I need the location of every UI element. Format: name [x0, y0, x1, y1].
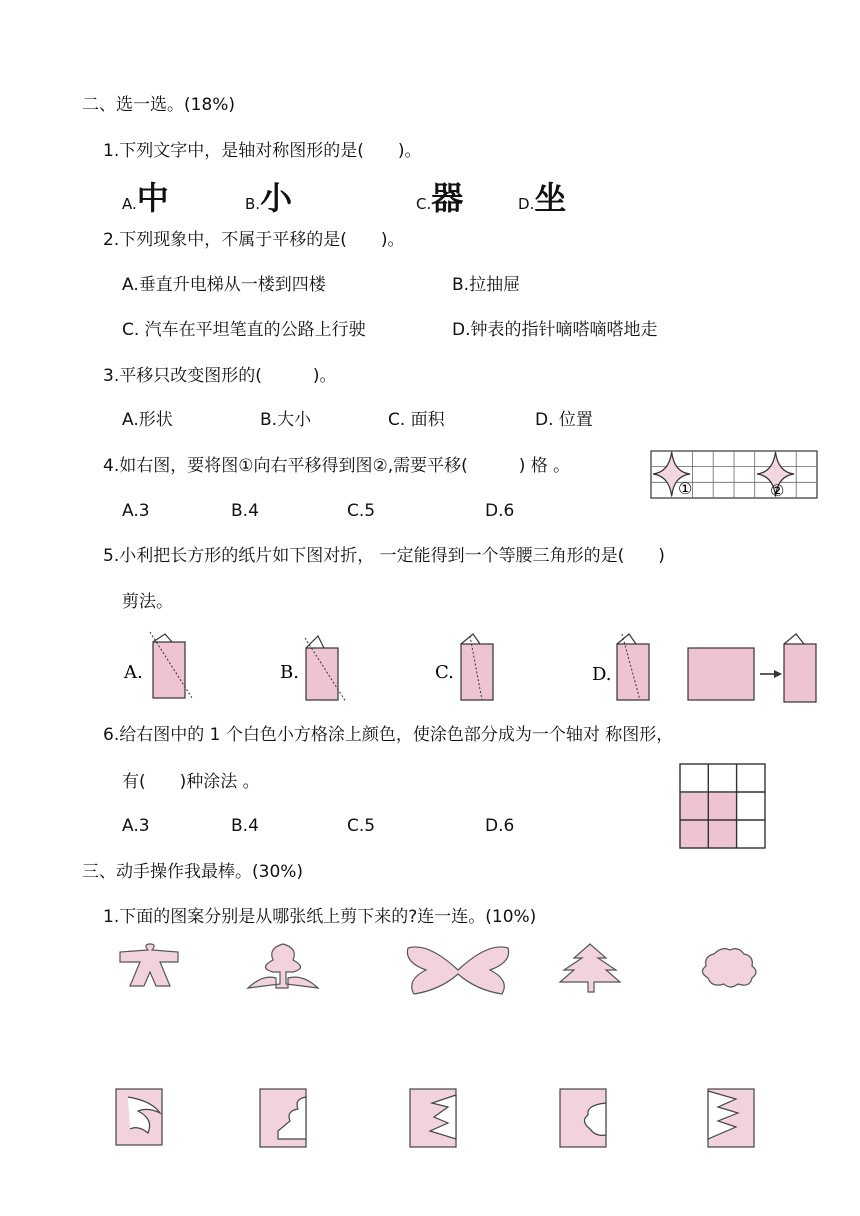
fold-option-c — [435, 634, 493, 700]
q2-option-b: B.拉抽屉 — [452, 275, 521, 295]
option-char: 坐 — [534, 179, 567, 217]
paper-5 — [708, 1089, 754, 1147]
option-prefix: C. — [416, 195, 432, 213]
q4-option-a: A.3 — [122, 501, 150, 521]
q1-stem: 1.下列文字中，是轴对称图形的是( )。 — [103, 141, 422, 161]
q2-option-d: D.钟表的指针嘀嗒嘀嗒地走 — [452, 320, 658, 340]
q1-option-d — [518, 180, 566, 216]
option-char: 器 — [431, 179, 464, 217]
pattern-figure — [120, 944, 178, 986]
q6-stem: 6.给右图中的 1 个白色小方格涂上颜色，使涂色部分成为一个轴对 称图形， — [103, 725, 674, 745]
fold-option-d — [592, 634, 649, 700]
q5-fold-figures — [120, 628, 820, 706]
s3-q1-stem: 1.下面的图案分别是从哪张纸上剪下来的?连一连。(10%) — [103, 907, 537, 927]
q3-option-b: B.大小 — [260, 410, 312, 430]
pattern-tree — [248, 944, 318, 988]
q4-stem: 4.如右图，要将图①向右平移得到图②,需要平移( ) 格 。 — [103, 456, 571, 476]
paper-1 — [116, 1089, 162, 1145]
q6-option-d: D.6 — [485, 816, 515, 836]
cut-patterns-row — [108, 940, 788, 1000]
q2-option-a: A.垂直升电梯从一楼到四楼 — [122, 275, 326, 295]
pattern-cloud — [702, 949, 756, 987]
option-prefix: D. — [518, 195, 535, 213]
q2-option-c: C. 汽车在平坦笔直的公路上行驶 — [122, 320, 366, 340]
pattern-butterfly — [407, 947, 508, 994]
folded-paper — [153, 642, 185, 698]
q3-option-d: D. 位置 — [535, 410, 593, 430]
q6-option-a: A.3 — [122, 816, 150, 836]
q1-option-a — [122, 180, 169, 216]
fold-label-c: C. — [435, 662, 454, 683]
fold-option-b — [280, 636, 346, 702]
q6-option-c: C.5 — [347, 816, 376, 836]
fold-demo — [688, 634, 816, 702]
q5-stem: 5.小利把长方形的纸片如下图对折， 一定能得到一个等腰三角形的是( ) — [103, 546, 665, 566]
fold-label-a: A. — [124, 662, 143, 683]
q2-stem: 2.下列现象中，不属于平移的是( )。 — [103, 230, 405, 250]
section-2-heading: 二、选一选。(18%) — [82, 95, 236, 115]
q4-option-b: B.4 — [231, 501, 259, 521]
folded-paper — [784, 644, 816, 702]
figure-label-1: ① — [678, 479, 693, 498]
option-prefix: B. — [245, 195, 261, 213]
q6-stem-continued: 有( )种涂法 。 — [122, 772, 260, 792]
paper-2 — [260, 1089, 306, 1147]
pattern-pine — [560, 944, 620, 992]
q6-grid-figure — [678, 762, 768, 850]
q3-option-a: A.形状 — [122, 410, 173, 430]
q5-stem-continued: 剪法。 — [122, 592, 173, 612]
paper-3 — [410, 1089, 456, 1147]
fold-label-b: B. — [280, 662, 299, 683]
option-char: 小 — [260, 179, 293, 217]
folded-paper — [617, 644, 649, 700]
q4-option-d: D.6 — [485, 501, 515, 521]
q3-option-c: C. 面积 — [388, 410, 445, 430]
q4-grid-figure — [650, 450, 820, 500]
folded-paper — [306, 648, 338, 700]
fold-label-d: D. — [592, 664, 612, 685]
paper-4 — [560, 1089, 606, 1147]
q3-stem: 3.平移只改变图形的( )。 — [103, 366, 337, 386]
fold-option-a — [123, 632, 192, 698]
q1-option-b — [245, 180, 292, 216]
q1-option-c — [416, 180, 463, 216]
section-3-heading: 三、动手操作我最棒。(30%) — [82, 862, 304, 882]
option-char: 中 — [136, 179, 169, 217]
q6-option-b: B.4 — [231, 816, 259, 836]
figure-label-2: ② — [770, 481, 785, 500]
folded-papers-row — [108, 1083, 788, 1151]
q4-option-c: C.5 — [347, 501, 376, 521]
unfolded-paper — [688, 648, 754, 700]
option-prefix: A. — [122, 195, 137, 213]
